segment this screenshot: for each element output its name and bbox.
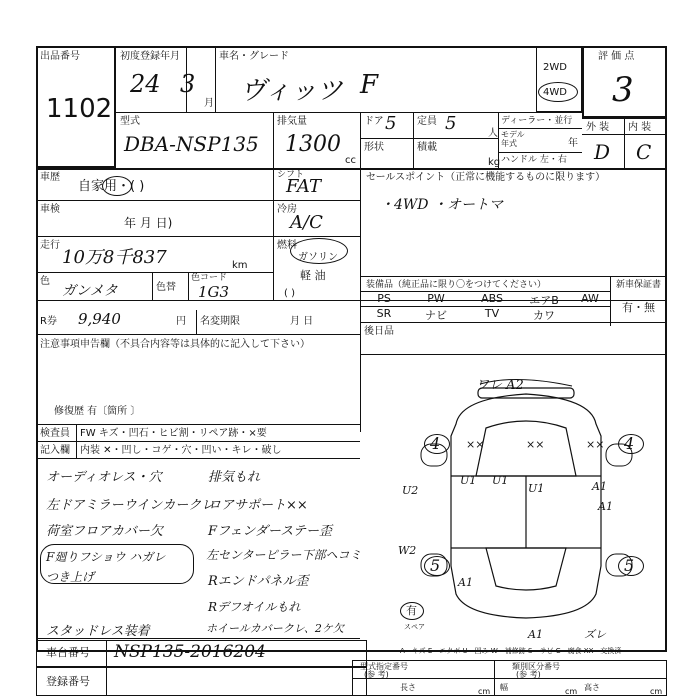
interior-codes: 内装 ✕・凹し・コゲ・穴・凹い・キレ・破し bbox=[80, 445, 282, 456]
remark-r5: Rエンドパネル歪 bbox=[208, 574, 309, 589]
code-4: U1 bbox=[460, 474, 477, 487]
model-value: DBA-NSP135 bbox=[124, 132, 259, 156]
capacity-label: 定員 bbox=[417, 116, 437, 127]
mark-2: 4 bbox=[624, 434, 635, 453]
damage-legend: A—キズ E—エクボ U—凹み W—補修跡 S—サビ C—腐食 XX—交換済 bbox=[400, 647, 622, 655]
drive-4wd: 4WD bbox=[543, 87, 567, 98]
score-value: 3 bbox=[612, 70, 634, 110]
ac-label: 冷房 bbox=[277, 204, 297, 215]
spare-value: 有 bbox=[406, 604, 417, 617]
displacement-value: 1300 bbox=[285, 132, 341, 157]
shift-label: シフト bbox=[277, 170, 305, 180]
code-5: U1 bbox=[492, 474, 509, 487]
model-year-label-1: モデル bbox=[501, 130, 525, 139]
history-circle bbox=[102, 176, 132, 196]
sales-points: ・4WD ・オートマ bbox=[380, 197, 503, 213]
year-char: 年 bbox=[568, 138, 578, 149]
type-spec-label: 型式指定番号 bbox=[360, 662, 408, 671]
name-grade-label: 車名・グレード bbox=[219, 51, 289, 62]
inspector-codes: FW キズ・凹石・ヒビ割・リペア跡・×要 bbox=[80, 428, 267, 439]
equip-pw: PW bbox=[427, 292, 445, 305]
capacity-value: 5 bbox=[445, 113, 457, 134]
dealer-label: ディーラー・並行 bbox=[501, 116, 573, 126]
remark-r7: ホイールカバークレ、2ケ欠 bbox=[206, 622, 344, 635]
mark-4: 5 bbox=[624, 556, 635, 575]
person-unit: 人 bbox=[488, 128, 498, 139]
drive-box bbox=[536, 46, 582, 112]
remark-2: 左ドアミラーウインカークレ bbox=[46, 498, 215, 513]
remark-r3: Fフェンダーステー歪 bbox=[208, 524, 332, 539]
model-label: 型式 bbox=[120, 116, 140, 127]
grade: F bbox=[360, 70, 379, 100]
doors-label: ドア bbox=[364, 116, 384, 127]
notes-label: 注意事項申告欄（不具合内容等は具体的に記入して下さい） bbox=[40, 339, 310, 350]
height-unit: cm bbox=[650, 687, 663, 696]
mark-3: 5 bbox=[430, 556, 441, 575]
sales-label: セールスポイント（正常に機能するものに限ります） bbox=[366, 172, 606, 183]
mileage-label: 走行 bbox=[40, 240, 60, 251]
equip-leather: カワ bbox=[533, 309, 555, 322]
remark-1: オーディオレス・穴 bbox=[46, 470, 162, 485]
color-code-label: 色コード bbox=[191, 273, 228, 283]
width-label: 幅 bbox=[500, 683, 508, 692]
displacement-label: 排気量 bbox=[277, 116, 307, 127]
remark-5: つき上げ bbox=[46, 570, 95, 584]
height-label: 高さ bbox=[584, 683, 600, 692]
diagram-top-note: ワレ A2 bbox=[476, 378, 524, 393]
remark-r1: 排気もれ bbox=[208, 470, 261, 485]
exterior-label: 外 装 bbox=[586, 122, 610, 133]
equip-aw: AW bbox=[581, 292, 599, 305]
code-8: A1 bbox=[598, 500, 613, 513]
mileage-value: 10万8千837 bbox=[62, 247, 167, 268]
first-reg-label: 初度登録年月 bbox=[120, 51, 180, 62]
km-unit: km bbox=[232, 260, 248, 271]
lot-label: 出品番号 bbox=[40, 51, 80, 62]
interior-grade: C bbox=[636, 140, 652, 164]
remark-r2: ロアサポート×× bbox=[208, 498, 308, 513]
handle-label: ハンドル 左・右 bbox=[501, 155, 567, 165]
exterior-grade: D bbox=[594, 140, 611, 164]
reg-expiry-label: 名変期限 bbox=[200, 316, 240, 327]
remark-r6: Rデフオイルもれ bbox=[208, 600, 301, 614]
code-9: U2 bbox=[402, 484, 419, 497]
history-value: 自家用・( ) bbox=[78, 179, 145, 194]
equip-sr: SR bbox=[376, 307, 392, 320]
recycle-value: 9,940 bbox=[78, 310, 121, 328]
remark-4: F廻りフショウ ハガレ bbox=[46, 550, 166, 564]
equip-ps: PS bbox=[377, 292, 391, 305]
chassis-value: NSP135-2016204 bbox=[114, 642, 266, 662]
code-7: A1 bbox=[592, 480, 607, 493]
reg-expiry-value: 月 日 bbox=[290, 316, 314, 327]
length-label: 長さ bbox=[400, 683, 416, 692]
yen-unit: 円 bbox=[176, 316, 186, 327]
color-value: ガンメタ bbox=[62, 283, 118, 299]
fuel-options: ガソリン bbox=[298, 252, 338, 263]
score-label: 評 価 点 bbox=[598, 51, 635, 62]
equip-tv: TV bbox=[484, 307, 500, 320]
car-diagram bbox=[416, 376, 666, 626]
code-12: A1 bbox=[528, 628, 543, 641]
car-name: ヴィッツ bbox=[240, 76, 343, 106]
shape-label: 形状 bbox=[364, 142, 384, 153]
drive-2wd: 2WD bbox=[543, 62, 567, 73]
color-code-value: 1G3 bbox=[198, 283, 230, 301]
inspection-label: 車検 bbox=[40, 204, 60, 215]
fuel-paren: ( ) bbox=[284, 288, 295, 299]
width-unit: cm bbox=[565, 687, 578, 696]
code-2: ×× bbox=[526, 438, 545, 451]
repaint-label: 色替 bbox=[156, 282, 176, 293]
chassis-label: 車台番号 bbox=[46, 646, 90, 659]
class-label: 類別区分番号 bbox=[512, 662, 560, 671]
fuel-label: 燃料 bbox=[277, 240, 297, 251]
class-ref: (参 考) bbox=[516, 670, 541, 679]
code-1: ×× bbox=[466, 438, 485, 451]
doors-value: 5 bbox=[385, 113, 397, 134]
length-unit: cm bbox=[478, 687, 491, 696]
cc-unit: cc bbox=[345, 155, 356, 166]
reg-year: 24 bbox=[130, 70, 161, 98]
interior-label: 内 装 bbox=[628, 122, 652, 133]
equip-airbag: エアB bbox=[529, 294, 559, 307]
inspector-label: 検査員 bbox=[40, 428, 70, 439]
equipment-label: 装備品（純正品に限り〇をつけてください） bbox=[366, 280, 547, 290]
color-label: 色 bbox=[40, 276, 50, 287]
code-13: ズレ bbox=[584, 628, 606, 641]
warranty-value: 有・無 bbox=[622, 301, 655, 314]
shift-value: FAT bbox=[286, 176, 321, 197]
model-year-label-2: 年式 bbox=[501, 139, 517, 148]
recycle-label: R券 bbox=[40, 316, 57, 327]
mark-1: 4 bbox=[430, 434, 441, 453]
inspection-value: 年 月 日) bbox=[124, 216, 173, 230]
reg-no-label: 登録番号 bbox=[46, 675, 90, 688]
code-11: A1 bbox=[458, 576, 473, 589]
remark-r4: 左センターピラー下部ヘコミ bbox=[206, 548, 362, 562]
kg-unit: kg bbox=[488, 157, 501, 168]
ac-value: A/C bbox=[290, 212, 323, 233]
equip-abs: ABS bbox=[481, 292, 503, 305]
equip-navi: ナビ bbox=[425, 309, 447, 322]
lot-number: 1102 bbox=[46, 94, 113, 124]
repair-label: 修復歴 有〔箇所 〕 bbox=[54, 406, 141, 417]
rear-seat-label: 後日品 bbox=[364, 326, 394, 337]
remark-6: スタッドレス装着 bbox=[46, 624, 150, 639]
remark-3: 荷室フロアカバー欠 bbox=[46, 524, 163, 539]
code-10: W2 bbox=[398, 544, 417, 557]
fuel-line2: 軽 油 bbox=[300, 269, 326, 282]
entry-label: 記入欄 bbox=[40, 445, 70, 456]
month-char: 月 bbox=[204, 98, 214, 109]
code-6: U1 bbox=[528, 482, 545, 495]
history-label: 車歴 bbox=[40, 172, 60, 183]
warranty-label: 新車保証書 bbox=[616, 280, 662, 290]
code-3: ×× bbox=[586, 438, 605, 451]
load-label: 積載 bbox=[417, 142, 437, 153]
reg-month: 3 bbox=[180, 70, 196, 98]
spare-label: スペア bbox=[404, 623, 425, 631]
type-spec-ref: (参 考) bbox=[364, 670, 389, 679]
